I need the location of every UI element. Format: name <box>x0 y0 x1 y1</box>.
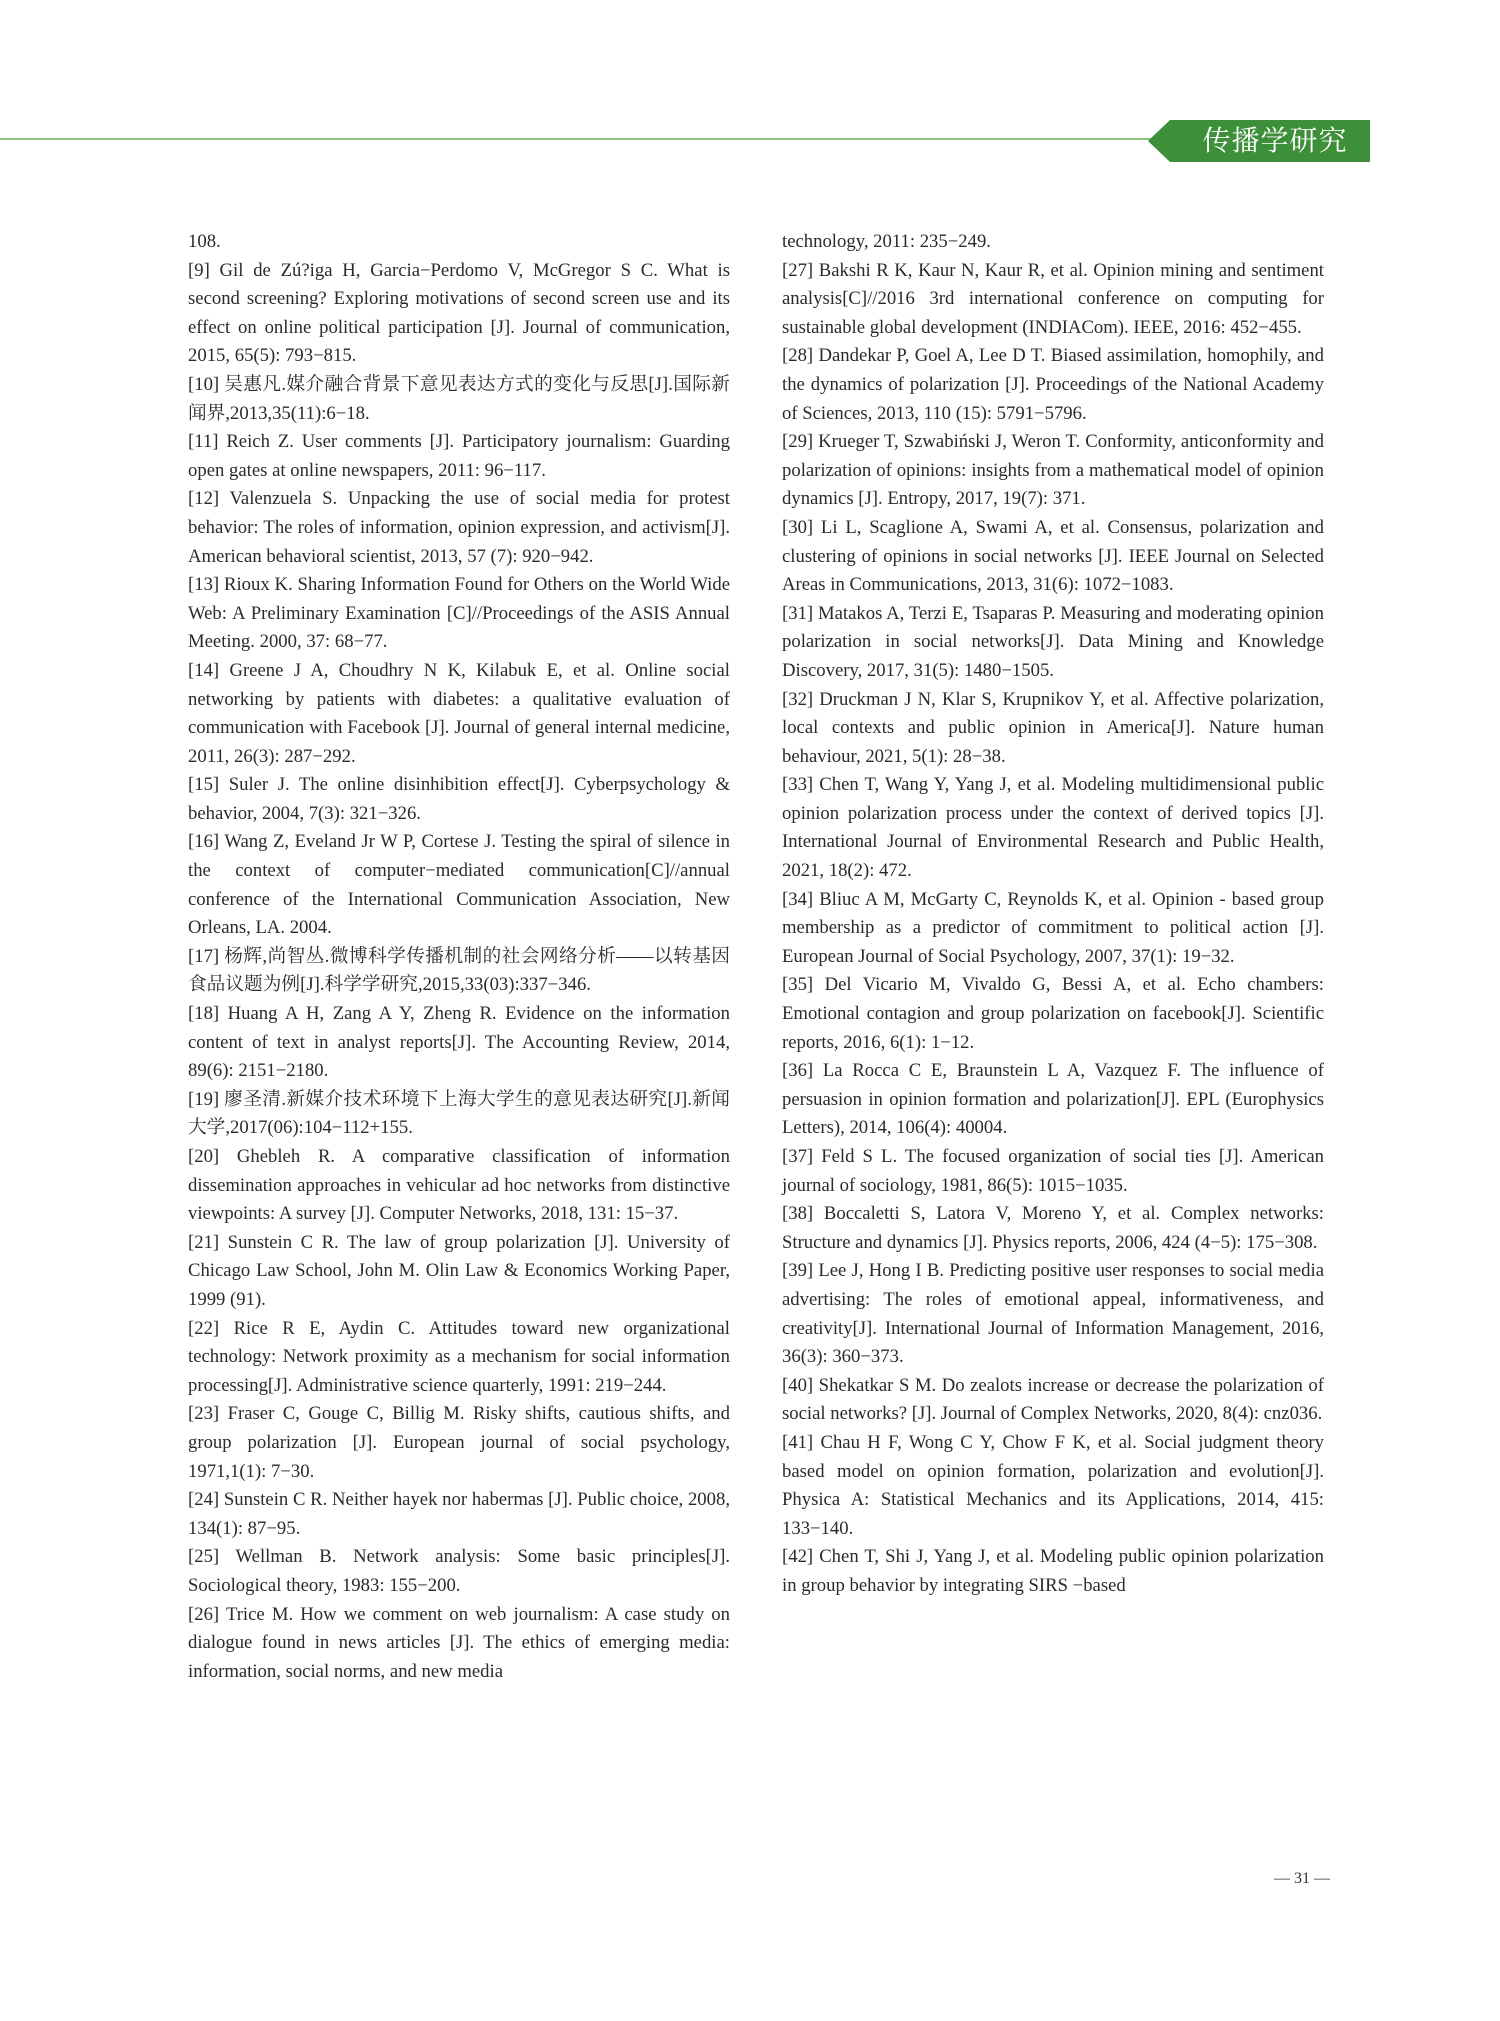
reference-entry: [19] 廖圣清.新媒介技术环境下上海大学生的意见表达研究[J].新闻大学,2017(06):104−112+155. <box>188 1088 730 1139</box>
reference-entry: [35] Del Vicario M, Vivaldo G, Bessi A, et al. Echo chambers: Emotional contagion and group polarization on facebook[J]. Scientific reports, 2016, 6(1): 1−12. <box>782 974 1324 1053</box>
reference-entry: [18] Huang A H, Zang A Y, Zheng R. Evidence on the information content of text in analyst reports[J]. The Accounting Review, 2014, 89(6): 2151−2180. <box>188 1003 730 1082</box>
reference-entry: [38] Boccaletti S, Latora V, Moreno Y, et al. Complex networks: Structure and dynamics [J]. Physics reports, 2006, 424 (4−5): 175−308. <box>782 1203 1324 1253</box>
section-title: 传播学研究 <box>1202 124 1348 157</box>
reference-entry: [29] Krueger T, Szwabiński J, Weron T. Conformity, anticonformity and polarization of opinions: insights from a mathematical model of opinion dynamics [J]. Entropy, 2017, 19(7): 371. <box>782 431 1324 510</box>
reference-entry: [17] 杨辉,尚智丛.微博科学传播机制的社会网络分析——以转基因食品议题为例[J].科学学研究,2015,33(03):337−346. <box>188 945 730 996</box>
reference-entry: [32] Druckman J N, Klar S, Krupnikov Y, et al. Affective polarization, local contexts and public opinion in America[J]. Nature human behaviour, 2021, 5(1): 28−38. <box>782 688 1324 767</box>
references-left-column <box>188 228 730 1686</box>
reference-entry: [39] Lee J, Hong I B. Predicting positive user responses to social media advertising: The roles of emotional appeal, informativeness, and creativity[J]. International Journal of Information Management, 2016, 36(3): 360−373. <box>782 1260 1324 1368</box>
reference-entry: [9] Gil de Zú?iga H, Garcia−Perdomo V, McGregor S C. What is second screening? Exploring motivations of second screen use and its effect on online political participation [J]. Journal of communication, 2015, 65(5): 793−815. <box>188 259 730 367</box>
reference-entry: [12] Valenzuela S. Unpacking the use of social media for protest behavior: The roles of information, opinion expression, and activism[J]. American behavioral scientist, 2013, 57 (7): 920−942. <box>188 488 730 567</box>
header-rule <box>0 138 1170 140</box>
reference-entry: [34] Bliuc A M, McGarty C, Reynolds K, et al. Opinion - based group membership as a predictor of commitment to political action [J]. European Journal of Social Psychology, 2007, 37(1): 19−32. <box>782 888 1324 967</box>
reference-entry: [13] Rioux K. Sharing Information Found for Others on the World Wide Web: A Preliminary Examination [C]//Proceedings of the ASIS Annual Meeting. 2000, 37: 68−77. <box>188 574 730 653</box>
reference-entry: [37] Feld S L. The focused organization of social ties [J]. American journal of sociology, 1981, 86(5): 1015−1035. <box>782 1146 1324 1196</box>
reference-entry: [42] Chen T, Shi J, Yang J, et al. Modeling public opinion polarization in group behavior by integrating SIRS −based <box>782 1546 1324 1596</box>
reference-entry: [20] Ghebleh R. A comparative classification of information dissemination approaches in vehicular ad hoc networks from distinctive viewpoints: A survey [J]. Computer Networks, 2018, 131: 15−37. <box>188 1146 730 1225</box>
references-right-column <box>782 228 1324 1601</box>
reference-entry: [40] Shekatkar S M. Do zealots increase or decrease the polarization of social networks? [J]. Journal of Complex Networks, 2020, 8(4): cnz036. <box>782 1374 1324 1425</box>
reference-entry: [10] 吴惠凡.媒介融合背景下意见表达方式的变化与反思[J].国际新闻界,2013,35(11):6−18. <box>188 373 730 424</box>
reference-entry: 108. <box>188 231 221 252</box>
reference-entry: [30] Li L, Scaglione A, Swami A, et al. Consensus, polarization and clustering of opinions in social networks [J]. IEEE Journal on Selected Areas in Communications, 2013, 31(6): 1072−1083. <box>782 516 1324 596</box>
reference-entry: [16] Wang Z, Eveland Jr W P, Cortese J. Testing the spiral of silence in the context of computer−mediated communication[C]//annual conference of the International Communication Association, New Orleans, LA. 2004. <box>188 831 730 939</box>
reference-entry: [33] Chen T, Wang Y, Yang J, et al. Modeling multidimensional public opinion polarization process under the context of derived topics [J]. International Journal of Environmental Research and Public Health, 2021, 18(2): 472. <box>782 774 1324 882</box>
reference-entry: [25] Wellman B. Network analysis: Some basic principles[J]. Sociological theory, 1983: 155−200. <box>188 1546 730 1596</box>
page-number: — 31 — <box>1274 1870 1330 1887</box>
reference-entry: [27] Bakshi R K, Kaur N, Kaur R, et al. Opinion mining and sentiment analysis[C]//2016 3rd international conference on computing for sustainable global development (INDIACom). IEEE, 2016: 452−455. <box>782 259 1324 338</box>
reference-entry: [24] Sunstein C R. Neither hayek nor habermas [J]. Public choice, 2008, 134(1): 87−95. <box>188 1489 730 1539</box>
reference-entry: [41] Chau H F, Wong C Y, Chow F K, et al. Social judgment theory based model on opinion formation, polarization and evolution[J]. Physica A: Statistical Mechanics and its Applications, 2014, 415: 133−140. <box>782 1431 1324 1539</box>
reference-entry: [31] Matakos A, Terzi E, Tsaparas P. Measuring and moderating opinion polarization in social networks[J]. Data Mining and Knowledge Discovery, 2017, 31(5): 1480−1505. <box>782 602 1324 681</box>
reference-entry: [11] Reich Z. User comments [J]. Participatory journalism: Guarding open gates at online newspapers, 2011: 96−117. <box>188 431 730 481</box>
reference-entry: [26] Trice M. How we comment on web journalism: A case study on dialogue found in news articles [J]. The ethics of emerging media: information, social norms, and new media <box>188 1603 730 1682</box>
reference-entry: [22] Rice R E, Aydin C. Attitudes toward new organizational technology: Network proximity as a mechanism for social information processing[J]. Administrative science quarterly, 1991: 219−244. <box>188 1317 730 1396</box>
reference-entry: [21] Sunstein C R. The law of group polarization [J]. University of Chicago Law School, John M. Olin Law & Economics Working Paper, 1999 (91). <box>188 1231 730 1310</box>
reference-entry: [23] Fraser C, Gouge C, Billig M. Risky shifts, cautious shifts, and group polarization [J]. European journal of social psychology, 1971,1(1): 7−30. <box>188 1403 730 1482</box>
reference-entry: [14] Greene J A, Choudhry N K, Kilabuk E, et al. Online social networking by patients with diabetes: a qualitative evaluation of communication with Facebook [J]. Journal of general internal medicine, 2011, 26(3): 287−292. <box>188 659 730 767</box>
reference-entry: [36] La Rocca C E, Braunstein L A, Vazquez F. The influence of persuasion in opinion formation and polarization[J]. EPL (Europhysics Letters), 2014, 106(4): 40004. <box>782 1060 1324 1139</box>
reference-entry: technology, 2011: 235−249. <box>782 231 991 252</box>
reference-entry: [28] Dandekar P, Goel A, Lee D T. Biased assimilation, homophily, and the dynamics of polarization [J]. Proceedings of the National Academy of Sciences, 2013, 110 (15): 5791−5796. <box>782 345 1324 424</box>
reference-entry: [15] Suler J. The online disinhibition effect[J]. Cyberpsychology & behavior, 2004, 7(3): 321−326. <box>188 774 730 824</box>
